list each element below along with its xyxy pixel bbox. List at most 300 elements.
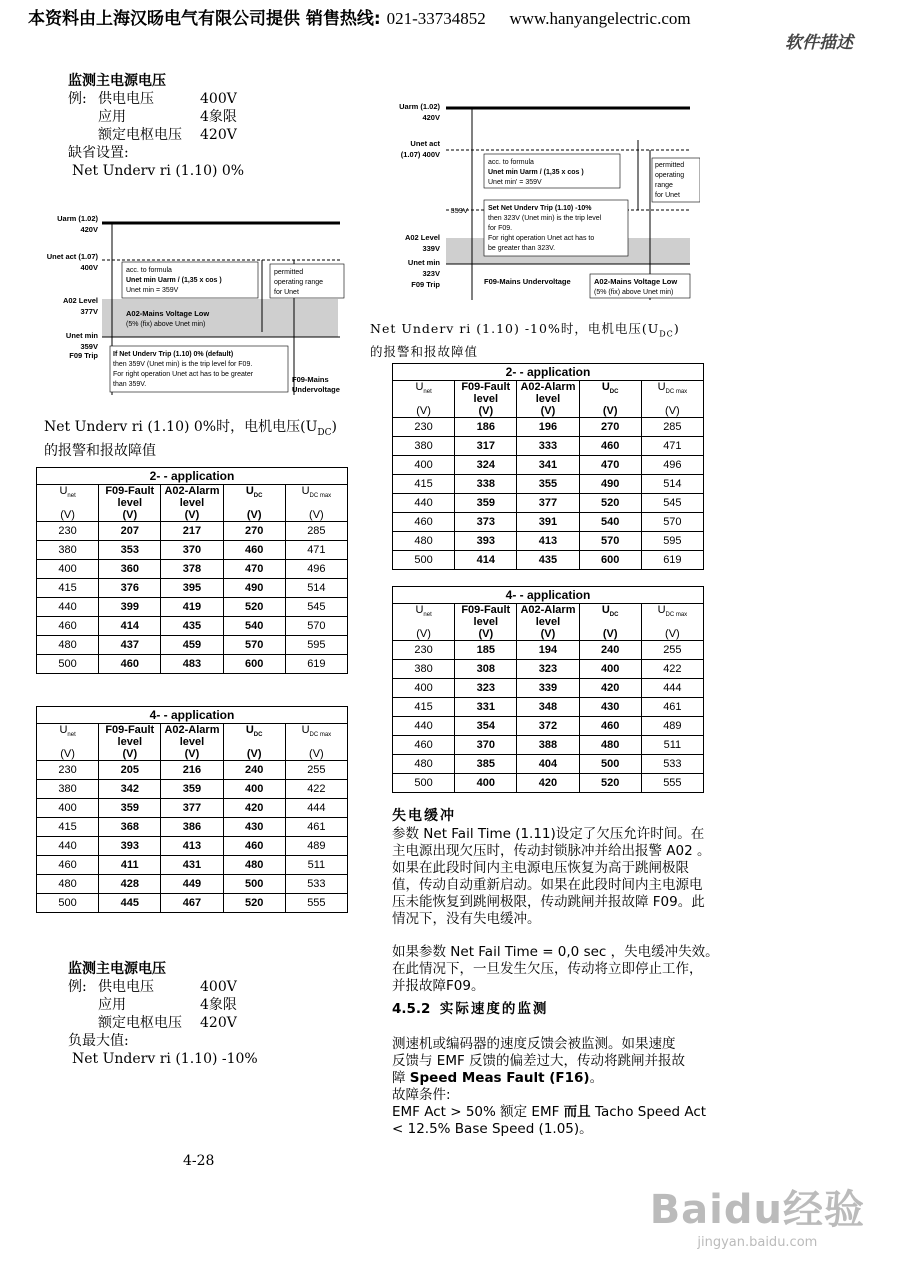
col-unet: $U_{net}$ <box>393 604 455 629</box>
table-cell: 480 <box>393 755 455 774</box>
trip-line-1: If Net Underv Trip (1.10) 0% (default) <box>113 351 234 358</box>
table-cell: 255 <box>641 641 703 660</box>
table-row <box>393 418 704 437</box>
table-row <box>37 522 348 541</box>
table-cell: 420 <box>517 774 579 793</box>
table-cell: 430 <box>223 818 285 837</box>
table-cell: 411 <box>99 856 161 875</box>
table-caption: 2- - application <box>393 364 704 381</box>
table-cell: 230 <box>37 522 99 541</box>
table-cell: 570 <box>223 636 285 655</box>
table-row <box>37 560 348 579</box>
table-cell: 415 <box>393 698 455 717</box>
page-number: 4-28 <box>183 1153 215 1169</box>
table-cell: 459 <box>161 636 223 655</box>
col-a02: A02-Alarm level <box>161 485 223 510</box>
r-alarm-title: A02-Mains Voltage Low <box>594 277 678 286</box>
table-cell: 437 <box>99 636 161 655</box>
table-cell: 514 <box>285 579 347 598</box>
r-formula-line-3: Unet min' = 359V <box>488 179 542 186</box>
col-unet: $U_{net}$ <box>37 724 99 749</box>
table-cell: 461 <box>641 698 703 717</box>
table-cell: 435 <box>517 551 579 570</box>
monitor-block-1 <box>68 72 244 180</box>
col-udcmax: $U_{DC max}$ <box>641 381 703 406</box>
table-cell: 440 <box>393 717 455 736</box>
uarm-value: 420V <box>80 225 98 234</box>
table-row <box>37 655 348 674</box>
table-cell: 483 <box>161 655 223 674</box>
armature-key-2: 额定电枢电压 <box>98 1015 182 1031</box>
unit-cell: (V) <box>223 748 285 761</box>
table-cell: 480 <box>37 636 99 655</box>
table-row <box>393 774 704 793</box>
table-cell: 240 <box>223 761 285 780</box>
table-cell: 520 <box>223 894 285 913</box>
table-cell: 600 <box>579 551 641 570</box>
table-row <box>393 679 704 698</box>
table-cell: 216 <box>161 761 223 780</box>
header-company: 本资料由上海汉旸电气有限公司提供 销售热线: <box>28 9 381 29</box>
formula-line-1: acc. to formula <box>126 267 172 274</box>
monitor-title-2: 监测主电源电压 <box>68 961 166 977</box>
table-cell: 359 <box>455 494 517 513</box>
table-cell: 428 <box>99 875 161 894</box>
table-cell: 368 <box>99 818 161 837</box>
table-caption: 4- - application <box>393 587 704 604</box>
table-left-4q-wrap <box>36 706 348 913</box>
left-voltage-diagram <box>40 210 360 400</box>
unit-cell: (V) <box>285 748 347 761</box>
table-row <box>393 755 704 774</box>
table-cell: 205 <box>99 761 161 780</box>
unit-cell: (V) <box>37 509 99 522</box>
table-cell: 490 <box>223 579 285 598</box>
table-cell: 377 <box>161 799 223 818</box>
r-permitted-2: operating <box>655 172 685 179</box>
table-cell: 419 <box>161 598 223 617</box>
left-caption-sub: DC <box>317 427 332 438</box>
r-f09-trip-label: F09 Trip <box>411 280 440 289</box>
table-cell: 400 <box>579 660 641 679</box>
table-cell: 420 <box>579 679 641 698</box>
table-cell: 353 <box>99 541 161 560</box>
subsection-number: 4.5.2 <box>392 1001 431 1017</box>
table-cell: 440 <box>37 598 99 617</box>
table-cell: 380 <box>37 780 99 799</box>
alarm-subtitle: (5% (fix) above Unet min) <box>126 321 206 328</box>
table-cell: 514 <box>641 475 703 494</box>
f09-mains-label-1: F09-Mains <box>292 375 329 384</box>
table-cell: 440 <box>37 837 99 856</box>
table-cell: 400 <box>455 774 517 793</box>
table-cell: 570 <box>641 513 703 532</box>
table-row <box>37 579 348 598</box>
table-cell: 385 <box>455 755 517 774</box>
table-row <box>393 698 704 717</box>
right-caption <box>370 320 680 360</box>
table-row <box>37 894 348 913</box>
table-cell: 395 <box>161 579 223 598</box>
table-cell: 323 <box>517 660 579 679</box>
table-cell: 496 <box>641 456 703 475</box>
table-cell: 430 <box>579 698 641 717</box>
table-cell: 490 <box>579 475 641 494</box>
table-cell: 194 <box>517 641 579 660</box>
table-cell: 520 <box>579 774 641 793</box>
monitor-title: 监测主电源电压 <box>68 73 166 89</box>
para1-line-6: 情况下，没有失电缓冲。 <box>392 911 541 927</box>
col-udc: $U_{DC}$ <box>579 604 641 629</box>
table-cell: 500 <box>37 894 99 913</box>
unit-cell: (V) <box>161 748 223 761</box>
para5-and: 而且 <box>563 1104 591 1120</box>
table-cell: 595 <box>641 532 703 551</box>
table-row <box>393 456 704 475</box>
table-cell: 388 <box>517 736 579 755</box>
para6: < 12.5% Base Speed (1.05)。 <box>392 1121 593 1137</box>
table-cell: 520 <box>223 598 285 617</box>
table-cell: 511 <box>641 736 703 755</box>
unit-cell: (V) <box>641 628 703 641</box>
left-caption <box>44 418 337 460</box>
unit-cell: (V) <box>393 405 455 418</box>
unet-act-value: 400V <box>80 263 98 272</box>
application-key-2: 应用 <box>98 997 126 1013</box>
table-row <box>37 617 348 636</box>
table-cell: 570 <box>579 532 641 551</box>
para1-line-1: 参数 Net Fail Time (1.11)设定了欠压允许时间。在 <box>392 826 705 842</box>
col-udc: $U_{DC}$ <box>223 724 285 749</box>
table-cell: 460 <box>393 513 455 532</box>
table-cell: 422 <box>285 780 347 799</box>
example-label-2: 例: <box>68 979 87 995</box>
table-cell: 471 <box>641 437 703 456</box>
alarm-band <box>102 299 338 337</box>
a02-value: 377V <box>80 307 98 316</box>
table-cell: 404 <box>517 755 579 774</box>
table-row <box>393 717 704 736</box>
table-row <box>393 641 704 660</box>
table-cell: 445 <box>99 894 161 913</box>
r-permitted-1: permitted <box>655 162 685 169</box>
para3-line-2: 反馈与 EMF 反馈的偏差过大，传动将跳闸并报故 <box>392 1053 686 1069</box>
table-cell: 378 <box>161 560 223 579</box>
unit-cell: (V) <box>161 509 223 522</box>
table-cell: 354 <box>455 717 517 736</box>
application-value: 4象限 <box>200 109 237 125</box>
table-cell: 331 <box>455 698 517 717</box>
table-left-4q <box>36 706 348 913</box>
page-header <box>28 4 691 29</box>
table-cell: 380 <box>37 541 99 560</box>
col-unet: $U_{net}$ <box>37 485 99 510</box>
table-cell: 540 <box>223 617 285 636</box>
right-caption-sub: DC <box>659 329 674 339</box>
table-cell: 324 <box>455 456 517 475</box>
table-cell: 489 <box>641 717 703 736</box>
para3-end: 。 <box>589 1070 604 1086</box>
col-udcmax: $U_{DC max}$ <box>285 724 347 749</box>
table-cell: 414 <box>455 551 517 570</box>
table-cell: 391 <box>517 513 579 532</box>
supply-key: 供电电压 <box>98 91 154 107</box>
table-cell: 400 <box>223 780 285 799</box>
table-row <box>37 856 348 875</box>
table-cell: 555 <box>285 894 347 913</box>
table-cell: 520 <box>579 494 641 513</box>
table-cell: 230 <box>393 641 455 660</box>
table-cell: 480 <box>393 532 455 551</box>
left-caption-line-1: Net Underv ri (1.10) 0%时，电机电压(U <box>44 419 318 435</box>
supply-value: 400V <box>200 91 237 107</box>
col-udcmax: $U_{DC max}$ <box>641 604 703 629</box>
col-udc: $U_{DC}$ <box>579 381 641 406</box>
col-f09: F09-Fault level <box>455 381 517 406</box>
table-cell: 422 <box>641 660 703 679</box>
table-cell: 400 <box>393 679 455 698</box>
table-cell: 413 <box>161 837 223 856</box>
r-359v-label: 359V <box>450 206 468 215</box>
table-cell: 196 <box>517 418 579 437</box>
para1-line-3: 如果在此段时间内主电源电压恢复为高于跳闸极限 <box>392 860 689 876</box>
para1-line-4: 值，传动自动重新启动。如果在此段时间内主电源电 <box>392 877 703 893</box>
table-cell: 285 <box>641 418 703 437</box>
unit-cell: (V) <box>223 509 285 522</box>
table-cell: 500 <box>393 774 455 793</box>
r-uarm-value: 420V <box>422 113 440 122</box>
table-cell: 285 <box>285 522 347 541</box>
application-value-2: 4象限 <box>200 997 237 1013</box>
para2-line-1: 如果参数 Net Fail Time = 0,0 sec ，失电缓冲失效。 <box>392 944 719 960</box>
table-cell: 460 <box>579 437 641 456</box>
para5-pre: EMF Act > 50% 额定 EMF <box>392 1104 564 1120</box>
table-cell: 400 <box>37 799 99 818</box>
para1-line-2: 主电源出现欠压时，传动封锁脉冲并给出报警 A02 。 <box>392 843 711 859</box>
table-cell: 400 <box>37 560 99 579</box>
table-cell: 270 <box>579 418 641 437</box>
r-alarm-subtitle: (5% (fix) above Unet min) <box>594 289 674 296</box>
table-cell: 545 <box>285 598 347 617</box>
r-unet-min-value: 323V <box>422 269 440 278</box>
uarm-label: Uarm (1.02) <box>57 214 98 223</box>
table-cell: 359 <box>161 780 223 799</box>
unit-cell: (V) <box>455 628 517 641</box>
table-cell: 467 <box>161 894 223 913</box>
f09-mains-label-2: Undervoltage <box>292 385 340 394</box>
table-cell: 393 <box>455 532 517 551</box>
table-right-4q <box>392 586 704 793</box>
supply-key-2: 供电电压 <box>98 979 154 995</box>
table-cell: 333 <box>517 437 579 456</box>
table-row <box>393 513 704 532</box>
unit-cell: (V) <box>579 405 641 418</box>
table-right-4q-wrap <box>392 586 704 793</box>
table-cell: 380 <box>393 660 455 679</box>
table-cell: 217 <box>161 522 223 541</box>
table-cell: 386 <box>161 818 223 837</box>
col-f09: F09-Fault level <box>455 604 517 629</box>
table-cell: 341 <box>517 456 579 475</box>
a02-label: A02 Level <box>62 296 98 305</box>
max-label: 负最大值: <box>68 1033 129 1049</box>
table-row <box>37 598 348 617</box>
right-caption-line-2: 的报警和报故障值 <box>370 343 479 359</box>
r-trip-line-1: Set Net Underv Trip (1.10) -10% <box>488 205 592 212</box>
para3-line-1: 测速机或编码器的速度反馈会被监测。如果速度 <box>392 1036 676 1052</box>
table-cell: 440 <box>393 494 455 513</box>
table-right-2q <box>392 363 704 570</box>
table-right-2q-wrap <box>392 363 704 570</box>
table-cell: 460 <box>223 541 285 560</box>
r-a02-label: A02 Level <box>404 233 440 242</box>
para1-line-5: 压未能恢复到跳闸极限，传动跳闸并报故障 F09。此 <box>392 894 705 910</box>
table-cell: 511 <box>285 856 347 875</box>
table-cell: 399 <box>99 598 161 617</box>
fault-condition-label: 故障条件: <box>392 1087 451 1103</box>
table-cell: 400 <box>393 456 455 475</box>
watermark-url: jingyan.baidu.com <box>697 1235 818 1250</box>
table-cell: 545 <box>641 494 703 513</box>
table-cell: 415 <box>37 818 99 837</box>
table-cell: 308 <box>455 660 517 679</box>
watermark-brand: Baidu经验 <box>649 1187 865 1233</box>
table-cell: 461 <box>285 818 347 837</box>
table-cell: 360 <box>99 560 161 579</box>
permitted-line-3: for Unet <box>274 289 299 296</box>
table-caption: 2- - application <box>37 468 348 485</box>
table-cell: 342 <box>99 780 161 799</box>
table-row <box>393 494 704 513</box>
table-cell: 449 <box>161 875 223 894</box>
default-label: 缺省设置: <box>68 145 129 161</box>
table-left-2q <box>36 467 348 674</box>
table-cell: 185 <box>455 641 517 660</box>
trip-line-4: than 359V. <box>113 381 147 388</box>
table-cell: 460 <box>37 617 99 636</box>
table-cell: 470 <box>579 456 641 475</box>
table-cell: 595 <box>285 636 347 655</box>
unit-cell: (V) <box>579 628 641 641</box>
r-unet-min-label: Unet min <box>407 258 440 267</box>
table-cell: 480 <box>37 875 99 894</box>
table-cell: 355 <box>517 475 579 494</box>
right-caption-line-1: Net Underv ri (1.10) -10%时，电机电压(U <box>370 321 660 336</box>
table-row <box>393 532 704 551</box>
r-unet-act-label: Unet act <box>410 139 440 148</box>
table-cell: 207 <box>99 522 161 541</box>
permitted-line-2: operating range <box>274 279 324 286</box>
table-cell: 496 <box>285 560 347 579</box>
table-row <box>37 818 348 837</box>
col-udc: $U_{DC}$ <box>223 485 285 510</box>
table-cell: 533 <box>641 755 703 774</box>
para2-line-3: 并报故障F09。 <box>392 978 485 994</box>
table-cell: 230 <box>37 761 99 780</box>
table-row <box>37 837 348 856</box>
monitor-block-2 <box>68 960 258 1068</box>
table-cell: 393 <box>99 837 161 856</box>
application-key: 应用 <box>98 109 126 125</box>
table-cell: 413 <box>517 532 579 551</box>
table-cell: 480 <box>579 736 641 755</box>
header-website: www.hanyangelectric.com <box>509 9 691 28</box>
table-cell: 420 <box>223 799 285 818</box>
table-cell: 500 <box>579 755 641 774</box>
table-left-2q-wrap <box>36 467 348 674</box>
table-cell: 348 <box>517 698 579 717</box>
table-cell: 376 <box>99 579 161 598</box>
unit-cell: (V) <box>285 509 347 522</box>
table-cell: 370 <box>455 736 517 755</box>
table-row <box>393 660 704 679</box>
table-cell: 372 <box>517 717 579 736</box>
unit-cell: (V) <box>37 748 99 761</box>
subsection-title: 实际速度的监测 <box>439 1001 549 1017</box>
table-cell: 500 <box>37 655 99 674</box>
trip-line-2: then 359V (Unet min) is the trip level for F09. <box>113 361 253 368</box>
table-cell: 323 <box>455 679 517 698</box>
col-f09: F09-Fault level <box>99 485 161 510</box>
table-cell: 415 <box>393 475 455 494</box>
permitted-line-1: permitted <box>274 269 304 276</box>
table-cell: 255 <box>285 761 347 780</box>
table-cell: 435 <box>161 617 223 636</box>
r-unet-act-value: (1.07) 400V <box>400 150 440 159</box>
unit-cell: (V) <box>517 405 579 418</box>
r-trip-line-2: then 323V (Unet min) is the trip level <box>488 215 602 222</box>
formula-line-2: Unet min Uarm / (1,35 x cos ) <box>126 277 222 284</box>
r-a02-value: 339V <box>422 244 440 253</box>
col-f09: F09-Fault level <box>99 724 161 749</box>
table-cell: 230 <box>393 418 455 437</box>
table-row <box>37 761 348 780</box>
r-trip-line-4: For right operation Unet act has to <box>488 235 595 242</box>
unit-cell: (V) <box>455 405 517 418</box>
table-row <box>37 799 348 818</box>
r-permitted-4: for Unet <box>655 192 680 199</box>
formula-line-3: Unet min = 359V <box>126 287 179 294</box>
r-permitted-3: range <box>655 182 673 189</box>
table-cell: 471 <box>285 541 347 560</box>
table-row <box>37 541 348 560</box>
table-cell: 489 <box>285 837 347 856</box>
table-cell: 533 <box>285 875 347 894</box>
table-cell: 370 <box>161 541 223 560</box>
col-udcmax: $U_{DC max}$ <box>285 485 347 510</box>
unet-act-label: Unet act (1.07) <box>46 252 98 261</box>
example-label: 例: <box>68 91 87 107</box>
power-loss-title: 失电缓冲 <box>392 808 456 824</box>
table-cell: 270 <box>223 522 285 541</box>
table-cell: 460 <box>37 856 99 875</box>
table-cell: 186 <box>455 418 517 437</box>
table-cell: 338 <box>455 475 517 494</box>
table-cell: 377 <box>517 494 579 513</box>
r-uarm-label: Uarm (1.02) <box>399 102 440 111</box>
table-cell: 619 <box>285 655 347 674</box>
unit-cell: (V) <box>641 405 703 418</box>
col-a02: A02-Alarm level <box>517 604 579 629</box>
para5-end: Tacho Speed Act <box>590 1104 707 1120</box>
table-row <box>393 736 704 755</box>
r-trip-line-3: for F09. <box>488 225 513 232</box>
watermark <box>650 1178 865 1250</box>
table-row <box>393 437 704 456</box>
unit-cell: (V) <box>99 509 161 522</box>
left-caption-line-2: 的报警和报故障值 <box>44 442 156 459</box>
table-cell: 619 <box>641 551 703 570</box>
